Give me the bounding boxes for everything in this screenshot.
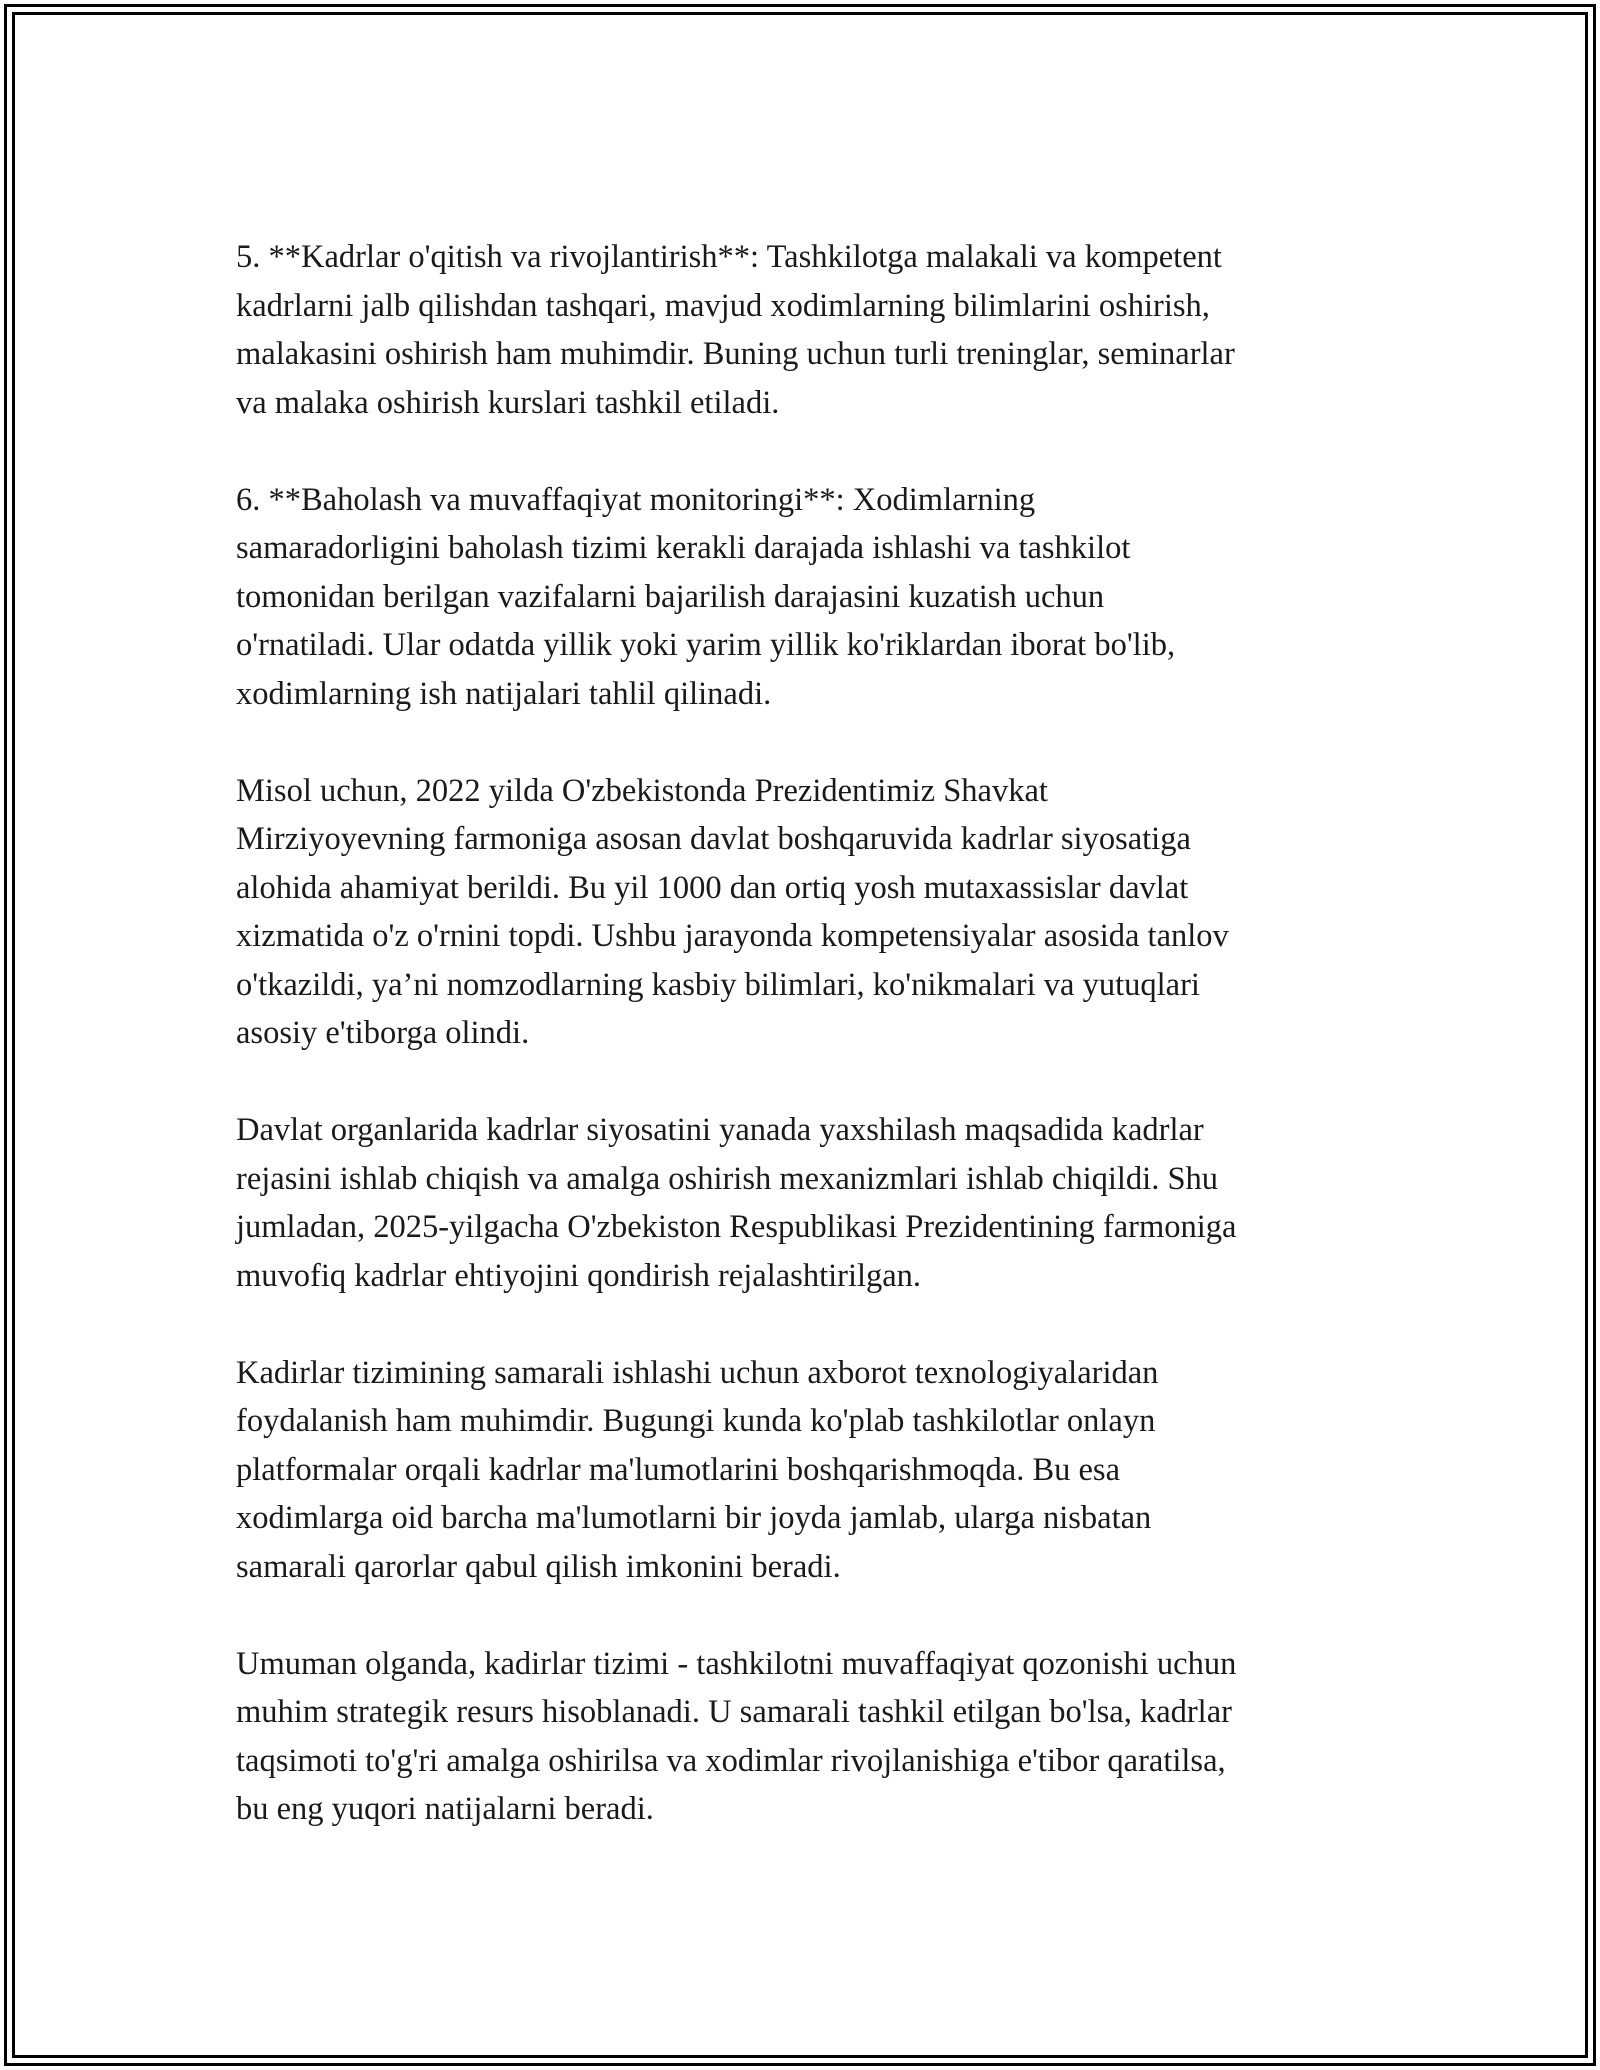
text-line: 6. **Baholash va muvaffaqiyat monitoringi**: Xodimlarning xyxy=(236,481,1036,518)
text-line: kadrlarni jalb qilishdan tashqari, mavjud xodimlarning bilimlarini oshirish, xyxy=(236,287,1210,324)
text-line: xodimlarning ish natijalari tahlil qilinadi. xyxy=(236,675,772,712)
text-line: taqsimoti to'g'ri amalga oshirilsa va xodimlar rivojlanishiga e'tibor qaratilsa, xyxy=(236,1742,1226,1779)
text-line: o'rnatiladi. Ular odatda yillik yoki yarim yillik ko'riklardan iborat bo'lib, xyxy=(236,627,1176,663)
text-line: samarali qarorlar qabul qilish imkonini beradi. xyxy=(236,1548,841,1585)
text-line: xodimlarga oid barcha ma'lumotlarni bir joyda jamlab, ularga nisbatan xyxy=(236,1500,1152,1536)
text-line: Davlat organlarida kadrlar siyosatini yanada yaxshilash maqsadida kadrlar xyxy=(236,1112,1204,1148)
paragraph-axborot-texnologiyalari xyxy=(236,1349,1376,1592)
text-line: bu eng yuqori natijalarni beradi. xyxy=(236,1791,654,1827)
text-line: alohida ahamiyat berildi. Bu yil 1000 dan ortiq yosh mutaxassislar davlat xyxy=(236,869,1189,906)
text-line: o'tkazildi, ya’ni nomzodlarning kasbiy bilimlari, ko'nikmalari va yutuqlari xyxy=(236,966,1200,1003)
text-line: platformalar orqali kadrlar ma'lumotlarini boshqarishmoqda. Bu esa xyxy=(236,1451,1121,1488)
text-line: Umuman olganda, kadirlar tizimi - tashkilotni muvaffaqiyat qozonishi uchun xyxy=(236,1645,1237,1682)
paragraph-kadrlar-oqitish xyxy=(236,233,1376,427)
text-line: rejasini ishlab chiqish va amalga oshirish mexanizmlari ishlab chiqildi. Shu xyxy=(236,1160,1219,1197)
text-line: jumladan, 2025-yilgacha O'zbekiston Respublikasi Prezidentining farmoniga xyxy=(236,1209,1237,1245)
text-line: foydalanish ham muhimdir. Bugungi kunda ko'plab tashkilotlar onlayn xyxy=(236,1403,1156,1439)
paragraph-umuman-olganda xyxy=(236,1640,1376,1834)
text-line: malakasini oshirish ham muhimdir. Buning uchun turli treninglar, seminarlar xyxy=(236,336,1235,372)
text-line: asosiy e'tiborga olindi. xyxy=(236,1015,530,1051)
text-line: muvofiq kadrlar ehtiyojini qondirish rejalashtirilgan. xyxy=(236,1257,922,1294)
paragraph-davlat-organlari xyxy=(236,1106,1376,1300)
paragraph-misol-2022 xyxy=(236,767,1376,1058)
text-line: xizmatida o'z o'rnini topdi. Ushbu jarayonda kompetensiyalar asosida tanlov xyxy=(236,918,1229,954)
text-line: 5. **Kadrlar o'qitish va rivojlantirish**: Tashkilotga malakali va kompetent xyxy=(236,239,1222,275)
text-line: Mirziyoyevning farmoniga asosan davlat boshqaruvida kadrlar siyosatiga xyxy=(236,821,1191,857)
text-line: va malaka oshirish kurslari tashkil etiladi. xyxy=(236,384,780,421)
text-line: muhim strategik resurs hisoblanadi. U samarali tashkil etilgan bo'lsa, kadrlar xyxy=(236,1694,1232,1730)
text-line: Kadirlar tizimining samarali ishlashi uchun axborot texnologiyalaridan xyxy=(236,1354,1159,1391)
text-line: tomonidan berilgan vazifalarni bajarilish darajasini kuzatish uchun xyxy=(236,578,1105,615)
text-line: Misol uchun, 2022 yilda O'zbekistonda Prezidentimiz Shavkat xyxy=(236,772,1048,809)
document-body xyxy=(236,233,1376,1882)
paragraph-baholash-monitoring xyxy=(236,476,1376,719)
text-line: samaradorligini baholash tizimi kerakli darajada ishlashi va tashkilot xyxy=(236,530,1131,566)
